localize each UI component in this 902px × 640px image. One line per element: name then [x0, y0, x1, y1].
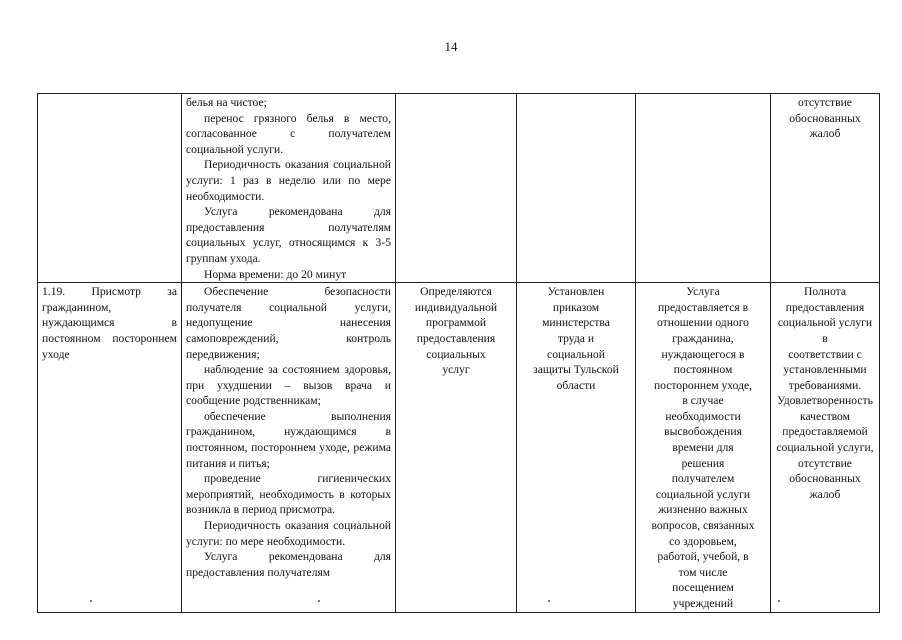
cell-paragraph: области — [556, 378, 596, 392]
cell-service-name — [38, 283, 182, 612]
scan-mark — [318, 600, 320, 602]
cell-paragraph: жизненно важных — [658, 503, 748, 517]
cell-paragraph: работой, учебой, в — [657, 550, 749, 564]
cell-paragraph: приказом — [552, 300, 600, 314]
page-number: 14 — [444, 39, 458, 54]
scan-mark — [548, 600, 550, 602]
cell-service-content — [182, 94, 396, 283]
cell-paragraph: Обеспечение безопасности получателя социальной услуги, недопущение нанесения самоповреждений, контроль передвижения; — [186, 285, 391, 361]
cell-paragraph: постороннем уходе, — [653, 378, 753, 392]
cell-paragraph: социальной услуги, — [776, 441, 874, 455]
cell-paragraph: посещением — [672, 581, 734, 595]
cell-paragraph: министерства — [542, 316, 610, 330]
cell-paragraph: необходимости — [665, 409, 741, 423]
cell-paragraph: постоянном — [673, 363, 733, 377]
cell-quality-indicators — [771, 283, 880, 612]
cell-paragraph: требованиями. — [788, 378, 862, 392]
cell-paragraph: защиты Тульской — [533, 363, 619, 377]
cell-tariff — [517, 94, 636, 283]
cell-paragraph: социальных — [426, 347, 486, 361]
table-row — [38, 283, 880, 612]
scan-mark — [778, 600, 780, 602]
cell-paragraph: получателем — [671, 472, 735, 486]
cell-tariff — [517, 283, 636, 612]
cell-paragraph: 1.19. Присмотр за гражданином, нуждающимся в постоянном постороннем уходе — [42, 285, 177, 361]
cell-paragraph: предоставляется в — [657, 300, 749, 314]
cell-paragraph: обоснованных жалоб — [789, 472, 861, 501]
cell-paragraph: обеспечение выполнения гражданином, нуждающимся в постоянном, постороннем уходе, режима питания и питья; — [186, 409, 391, 470]
cell-paragraph: нуждающегося в — [661, 347, 745, 361]
cell-paragraph: вопросов, связанных — [651, 519, 755, 533]
cell-paragraph: предоставления — [785, 300, 865, 314]
scan-mark — [90, 600, 92, 602]
cell-paragraph: Определяются — [420, 285, 492, 299]
cell-paragraph: Услуга рекомендована для предоставления получателям социальных услуг, относящимся к 3-5 группам ухода. — [186, 205, 391, 265]
cell-paragraph: Удовлетворенность — [777, 394, 873, 408]
cell-paragraph: Периодичность оказания социальной услуги: 1 раз в неделю или по мере необходимости. — [186, 158, 391, 203]
cell-paragraph: предоставления — [416, 331, 496, 345]
cell-quality-indicators — [771, 94, 880, 283]
cell-paragraph: социальной — [547, 347, 605, 361]
cell-paragraph: услуг — [442, 363, 470, 377]
cell-service-content — [182, 283, 396, 612]
cell-paragraph: отсутствие — [798, 96, 852, 109]
cell-paragraph: установленными — [783, 363, 867, 377]
cell-conditions — [636, 94, 771, 283]
cell-conditions — [636, 283, 771, 612]
cell-paragraph: отсутствие — [798, 456, 852, 470]
cell-paragraph: обоснованных жалоб — [789, 111, 861, 141]
cell-paragraph: Услуга — [686, 285, 720, 299]
cell-paragraph: соответствии с — [788, 347, 862, 361]
cell-paragraph: Норма времени: до 20 минут — [204, 267, 347, 281]
cell-paragraph: учреждений — [672, 597, 734, 610]
cell-paragraph: Установлен — [547, 285, 605, 299]
cell-paragraph: предоставляемой — [782, 425, 868, 439]
cell-paragraph: социальной услуги — [655, 487, 751, 501]
cell-paragraph: гражданина, — [672, 331, 734, 345]
cell-paragraph: индивидуальной — [414, 300, 498, 314]
cell-paragraph: Полнота — [803, 285, 846, 299]
cell-paragraph: наблюдение за состоянием здоровья, при ухудшении – вызов врача и сообщение родственникам; — [186, 363, 391, 408]
cell-paragraph: том числе — [678, 565, 728, 579]
cell-paragraph: перенос грязного белья в место, согласованное с получателем социальной услуги. — [186, 111, 391, 156]
cell-service-name — [38, 94, 182, 283]
cell-paragraph: решения — [681, 456, 725, 470]
cell-paragraph: труда и — [557, 331, 595, 345]
cell-paragraph: времени для — [672, 441, 734, 455]
cell-paragraph: Периодичность оказания социальной услуги: по мере необходимости. — [186, 519, 391, 548]
cell-paragraph: белья на чистое; — [186, 96, 267, 109]
cell-paragraph: Услуга рекомендована для предоставления получателям — [186, 550, 391, 579]
cell-paragraph: со здоровьем, — [669, 534, 737, 548]
cell-paragraph: проведение гигиенических мероприятий, необходимость в которых возникла в период присмотра. — [186, 472, 391, 517]
cell-volume — [396, 94, 517, 283]
cell-paragraph: программой — [425, 316, 487, 330]
cell-paragraph: высвобождения — [664, 425, 742, 439]
cell-paragraph: социальной услуги в — [777, 316, 873, 345]
cell-paragraph: отношении одного — [657, 316, 749, 330]
cell-volume — [396, 283, 517, 612]
table-row — [38, 94, 880, 283]
cell-paragraph: в случае — [682, 394, 724, 408]
services-table — [37, 93, 880, 613]
cell-paragraph: качеством — [800, 409, 850, 423]
scan-marks — [0, 600, 902, 610]
